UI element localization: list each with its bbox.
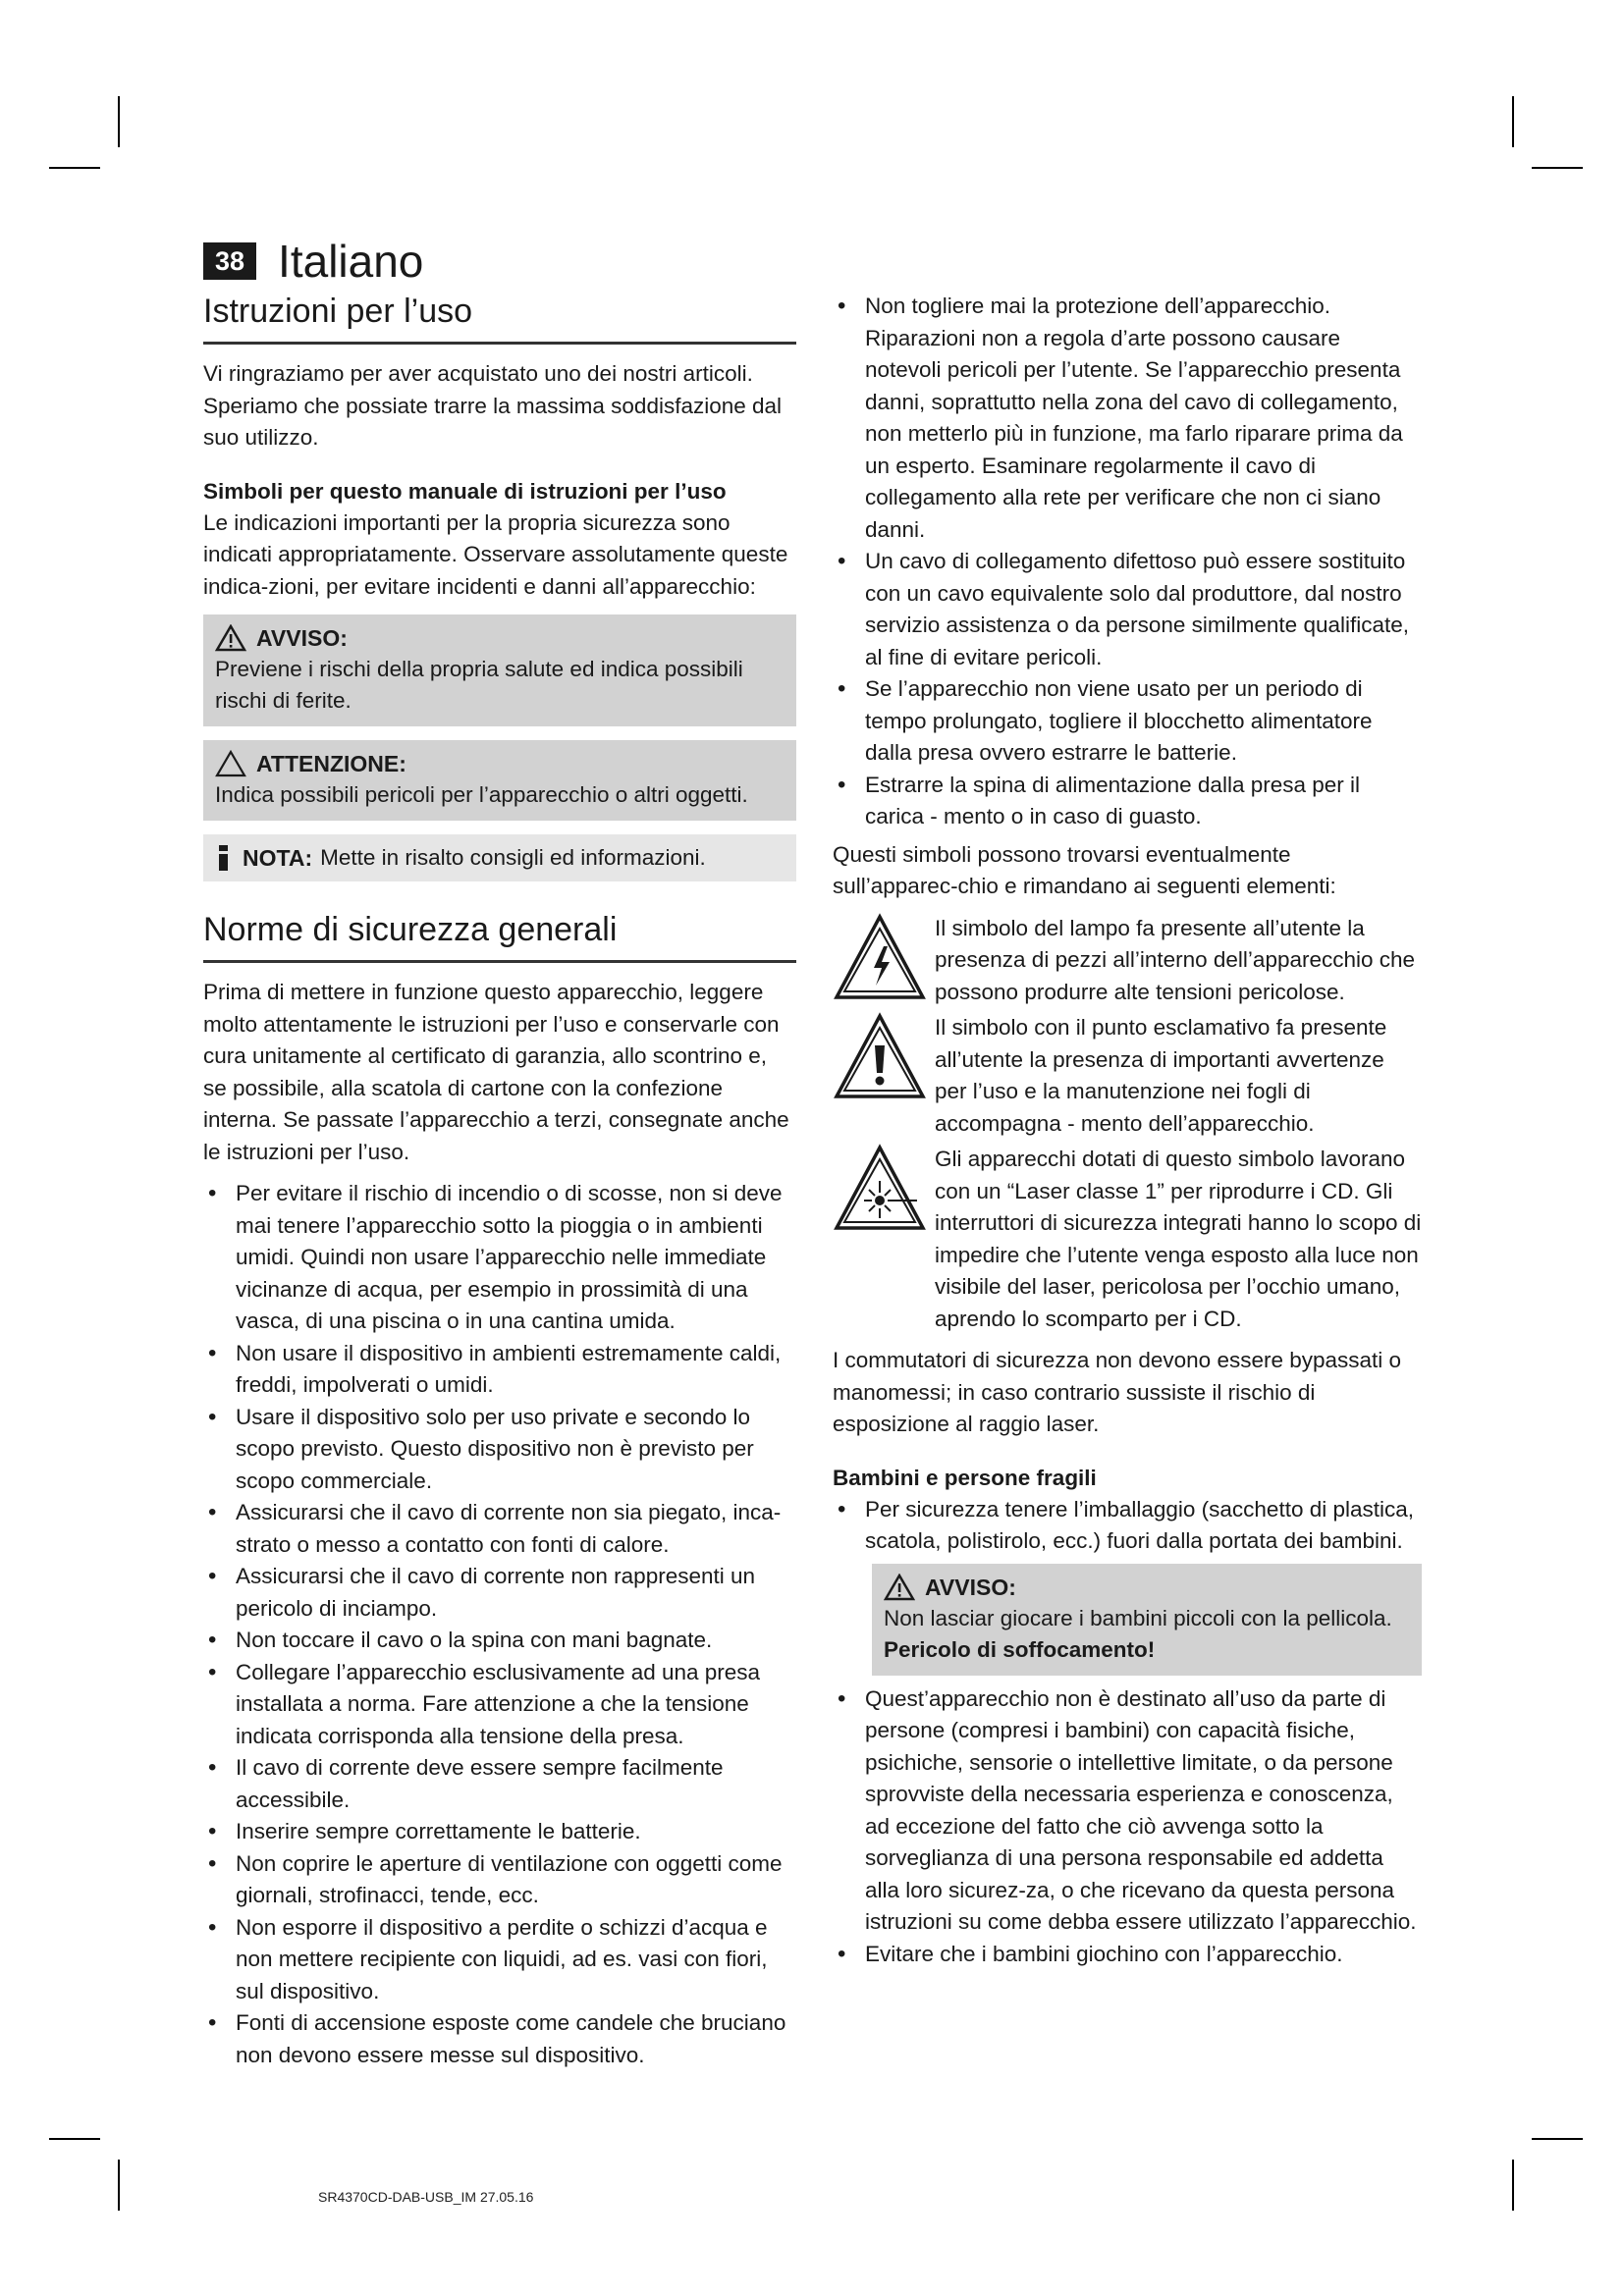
list-item: • Per evitare il rischio di incendio o di scosse, non si deve mai tenere l’apparecchio sotto la pioggia o in ambienti umidi. Quindi non usare l’apparecchio nelle immediate vicinanze di acqua, per esempio in prossimità di una vasca, di una piscina o in una cantina umida. bbox=[203, 1178, 796, 1338]
children-list-2 bbox=[833, 1683, 1422, 1971]
nota-box bbox=[203, 834, 796, 881]
crop-mark bbox=[118, 96, 120, 147]
list-item: • Fonti di accensione esposte come candele che bruciano non devono essere messe sul dispositivo. bbox=[203, 2007, 796, 2071]
list-item: • Se l’apparecchio non viene usato per un periodo di tempo prolungato, togliere il blocchetto alimentatore dalla presa ovvero estrarre le batterie. bbox=[833, 673, 1422, 770]
caution-triangle-icon bbox=[215, 750, 246, 777]
list-item: • Non esporre il dispositivo a perdite o schizzi d’acqua e non mettere recipiente con liquidi, ad es. vasi con fiori, sul dispositivo. bbox=[203, 1912, 796, 2008]
crop-mark bbox=[49, 167, 100, 169]
info-icon bbox=[215, 843, 233, 873]
laser-warning-icon bbox=[833, 1144, 927, 1232]
left-column bbox=[203, 291, 796, 2071]
list-item: • Collegare l’apparecchio esclusivamente ad una presa installata a norma. Fare attenzione a che la tensione indicata corrisponda alla tensione della presa. bbox=[203, 1657, 796, 1753]
symbols-intro: Questi simboli possono trovarsi eventualmente sull’apparec-chio e rimandano ai seguenti elementi: bbox=[833, 841, 1336, 898]
symbols-text: Le indicazioni importanti per la propria sicurezza sono indicati appropriatamente. Osservare assolutamente queste indica-zioni, per evitare incidenti e danni all’apparecchio: bbox=[203, 509, 788, 599]
list-item: • Estrarre la spina di alimentazione dalla presa per il carica - mento o in caso di guasto. bbox=[833, 770, 1422, 833]
right-column bbox=[833, 291, 1422, 1970]
nota-title: NOTA: bbox=[243, 845, 313, 871]
lightning-symbol-text: Il simbolo del lampo fa presente all’utente la presenza di pezzi all’interno dell’apparecchio che possono produrre alte tensioni pericolose. bbox=[935, 915, 1416, 1004]
page-header bbox=[203, 236, 423, 287]
symbols-heading: Simboli per questo manuale di istruzioni per l’uso bbox=[203, 478, 727, 504]
exclamation-warning-icon bbox=[833, 1012, 927, 1100]
list-item: • Per sicurezza tenere l’imballaggio (sacchetto di plastica, scatola, polistirolo, ecc.) fuori dalla portata dei bambini. bbox=[833, 1494, 1422, 1558]
list-item: • Un cavo di collegamento difettoso può essere sostituito con un cavo equivalente solo dal produttore, dal nostro servizio assistenza o da persone similmente qualificate, al fine di evitare pericoli. bbox=[833, 546, 1422, 673]
safety-intro: Prima di mettere in funzione questo apparecchio, leggere molto attentamente le istruzioni per l’uso e conservarle con cura unitamente al certificato di garanzia, allo scontrino e, se possibile, alla scatola di cartone con la confezione interna. Se passate l’apparecchio a terzi, consegnate anche le istruzioni per l’uso. bbox=[203, 980, 789, 1164]
list-item: • Il cavo di corrente deve essere sempre facilmente accessibile. bbox=[203, 1752, 796, 1816]
nota-text: Mette in risalto consigli ed informazioni. bbox=[320, 845, 706, 870]
children-avviso-box bbox=[872, 1564, 1422, 1676]
safety-list-continued bbox=[833, 291, 1422, 833]
crop-mark bbox=[49, 2138, 100, 2140]
list-item: • Evitare che i bambini giochino con l’apparecchio. bbox=[833, 1939, 1422, 1971]
laser-note: I commutatori di sicurezza non devono essere bypassati o manomessi; in caso contrario sussiste il rischio di esposizione al raggio laser. bbox=[833, 1348, 1402, 1436]
warning-triangle-icon bbox=[215, 624, 246, 652]
exclamation-symbol-text: Il simbolo con il punto esclamativo fa presente all’utente la presenza di importanti avvertenze per l’uso e la manutenzione nei fogli di accompagna - mento dell’apparecchio. bbox=[935, 1015, 1387, 1136]
warning-triangle-icon bbox=[884, 1574, 915, 1601]
page-number: 38 bbox=[203, 242, 256, 280]
language-title: Italiano bbox=[278, 236, 424, 287]
laser-symbol-text: Gli apparecchi dotati di questo simbolo lavorano con un “Laser classe 1” per riprodurre i CD. Gli interruttori di sicurezza integrati hanno lo scopo di impedire che l’utente venga esposto alla luce non visibile del laser, pericolosa per l’occhio umano, aprendo lo scomparto per i CD. bbox=[935, 1147, 1422, 1331]
children-avviso-bold: Pericolo di soffocamento! bbox=[884, 1636, 1156, 1662]
children-avviso-text: Non lasciar giocare i bambini piccoli con la pellicola. bbox=[884, 1605, 1392, 1630]
avviso-title: AVVISO: bbox=[256, 625, 348, 651]
children-list bbox=[833, 1494, 1422, 1558]
avviso-box bbox=[203, 614, 796, 726]
intro-text: Vi ringraziamo per aver acquistato uno dei nostri articoli. Speriamo che possiate trarre la massima soddisfazione dal suo utilizzo. bbox=[203, 361, 783, 450]
list-item: • Non togliere mai la protezione dell’apparecchio. Riparazioni non a regola d’arte possono causare notevoli pericoli per l’utente. Se l’apparecchio presenta danni, soprattutto nella zona del cavo di collegamento, non metterlo più in funzione, ma farlo riparare prima da un esperto. Esaminare regolarmente il cavo di collegamento alla rete per verificare che non ci siano danni. bbox=[833, 291, 1422, 546]
laser-symbol-row bbox=[833, 1144, 1422, 1335]
crop-mark bbox=[1532, 167, 1583, 169]
crop-mark bbox=[1512, 2160, 1514, 2211]
list-item: • Non usare il dispositivo in ambienti estremamente caldi, freddi, impolverati o umidi. bbox=[203, 1338, 796, 1402]
list-item: • Assicurarsi che il cavo di corrente non sia piegato, inca-strato o messo a contatto con fonti di calore. bbox=[203, 1497, 796, 1561]
list-item: • Quest’apparecchio non è destinato all’uso da parte di persone (compresi i bambini) con capacità fisiche, psichiche, sensorie o intellettive limitate, o da persone sprovviste della necessaria esperienza e conoscenza, ad eccezione del fatto che ciò avvenga sotto la sorveglianza di una persona responsabile ed addetta alla loro sicurez-za, o che ricevano da questa persona istruzioni su come debba essere utilizzato l’apparecchio. bbox=[833, 1683, 1422, 1939]
children-avviso-title: AVVISO: bbox=[925, 1574, 1016, 1600]
attenzione-title: ATTENZIONE: bbox=[256, 751, 406, 776]
lightning-symbol-row bbox=[833, 913, 1422, 1009]
list-item: • Non toccare il cavo o la spina con mani bagnate. bbox=[203, 1625, 796, 1657]
list-item: • Non coprire le aperture di ventilazione con oggetti come giornali, strofinacci, tende, ecc. bbox=[203, 1848, 796, 1912]
children-heading: Bambini e persone fragili bbox=[833, 1465, 1097, 1490]
list-item: • Assicurarsi che il cavo di corrente non rappresenti un pericolo di inciampo. bbox=[203, 1561, 796, 1625]
safety-list bbox=[203, 1178, 796, 2071]
attenzione-text: Indica possibili pericoli per l’apparecchio o altri oggetti. bbox=[215, 782, 748, 807]
safety-title: Norme di sicurezza generali bbox=[203, 909, 796, 963]
list-item: • Inserire sempre correttamente le batterie. bbox=[203, 1816, 796, 1848]
list-item: • Usare il dispositivo solo per uso private e secondo lo scopo previsto. Questo dispositivo non è previsto per scopo commerciale. bbox=[203, 1402, 796, 1498]
lightning-warning-icon bbox=[833, 913, 927, 1001]
exclamation-symbol-row bbox=[833, 1012, 1422, 1140]
avviso-text: Previene i rischi della propria salute ed indica possibili rischi di ferite. bbox=[215, 657, 743, 713]
footer-code: SR4370CD-DAB-USB_IM 27.05.16 bbox=[318, 2189, 534, 2205]
instructions-title: Istruzioni per l’uso bbox=[203, 291, 796, 345]
crop-mark bbox=[118, 2160, 120, 2211]
attenzione-box bbox=[203, 740, 796, 821]
crop-mark bbox=[1532, 2138, 1583, 2140]
crop-mark bbox=[1512, 96, 1514, 147]
